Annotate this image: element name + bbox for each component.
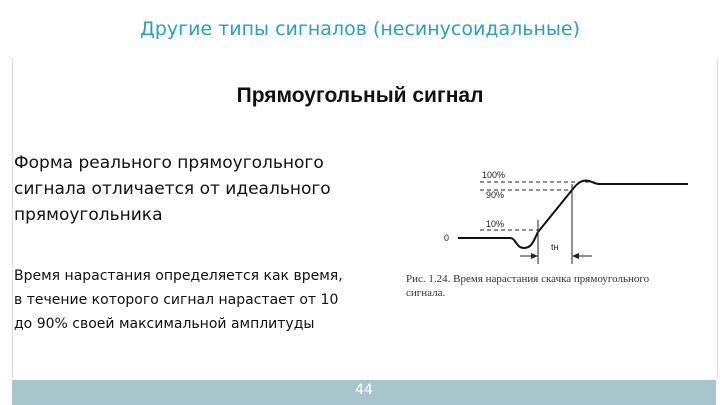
label-zero: 0	[444, 233, 450, 243]
label-100: 100%	[482, 170, 506, 180]
paragraph-rise-time	[14, 264, 404, 336]
section-heading: Прямоугольный сигнал	[236, 84, 484, 107]
paragraph-line: до 90% своей максимальной амплитуды	[14, 316, 315, 332]
label-10: 10%	[486, 219, 505, 229]
label-90: 90%	[486, 190, 505, 200]
rise-time-figure	[420, 160, 710, 270]
paragraph-line: сигнала отличается от идеального	[14, 179, 331, 199]
figure-caption	[406, 272, 706, 300]
arrow-head-left	[531, 253, 538, 259]
paragraph-shape	[14, 150, 394, 228]
slide-title: Другие типы сигналов (несинусоидальные)	[140, 18, 580, 40]
arrow-head-right	[572, 253, 579, 259]
caption-line: сигнала.	[406, 287, 446, 299]
page-number: 44	[355, 382, 373, 398]
paragraph-line: прямоугольника	[14, 205, 163, 225]
label-rise-time: tн	[551, 242, 559, 252]
caption-line: Рис. 1.24. Время нарастания скачка прямоугольного	[406, 273, 650, 285]
paragraph-line: в течение которого сигнал нарастает от 10	[14, 292, 339, 308]
paragraph-line: Форма реального прямоугольного	[14, 153, 324, 173]
footer-bar	[12, 380, 716, 405]
paragraph-line: Время нарастания определяется как время,	[14, 268, 343, 284]
